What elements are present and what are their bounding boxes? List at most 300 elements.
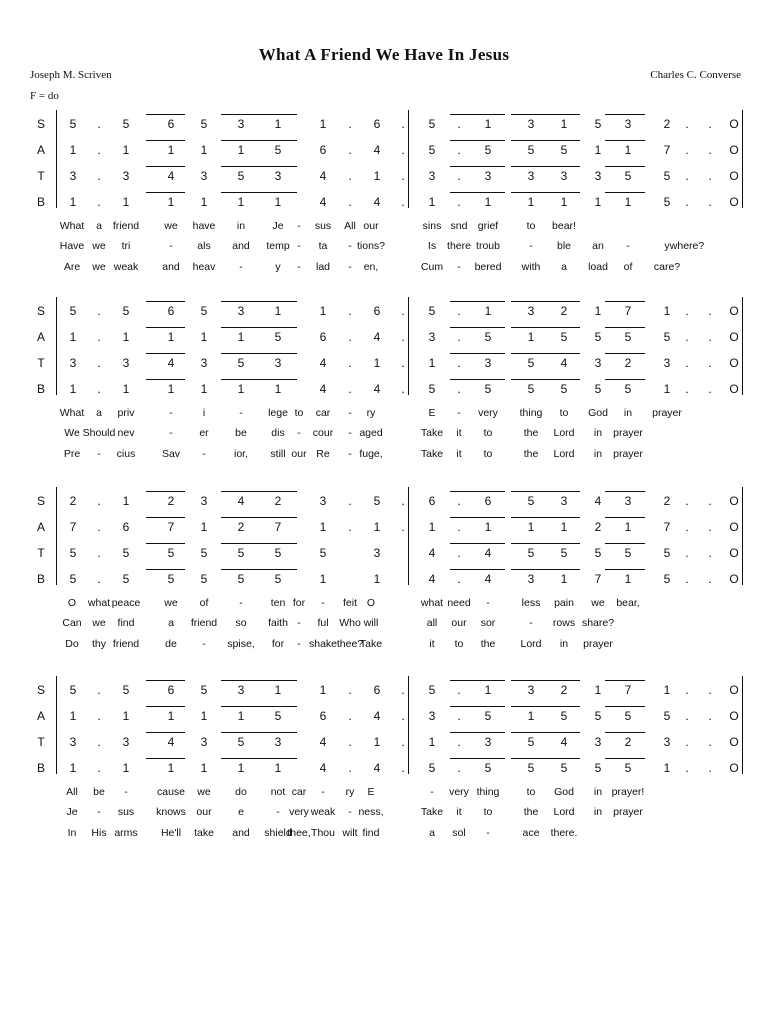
beam-line [221, 166, 297, 167]
note-cell: . [457, 330, 461, 344]
note-cell: O [729, 709, 739, 723]
voice-label: B [36, 761, 45, 775]
staff-start-line [56, 110, 57, 208]
note-cell: 1 [319, 304, 327, 318]
note-cell: . [348, 709, 352, 723]
note-cell: 5 [663, 330, 671, 344]
note-cell: 1 [69, 709, 77, 723]
note-cell: 7 [69, 520, 77, 534]
lyric-syllable: lad [315, 261, 330, 273]
lyric-syllable: - [297, 220, 301, 232]
note-cell: . [685, 304, 689, 318]
note-cell: 1 [274, 304, 282, 318]
beam-line [450, 491, 505, 492]
note-cell: . [457, 683, 461, 697]
lyric-syllable: aged [359, 427, 383, 439]
note-cell: 4 [319, 356, 327, 370]
beam-line [511, 114, 580, 115]
beam-line [450, 569, 505, 570]
lyric-syllable: it [456, 448, 462, 460]
lyric-syllable: Je [66, 806, 78, 818]
note-cell: 3 [319, 494, 327, 508]
lyric-syllable: our [363, 220, 379, 232]
note-cell: . [401, 117, 405, 131]
lyric-syllable: to [559, 407, 569, 419]
note-cell: . [457, 520, 461, 534]
note-cell: . [401, 195, 405, 209]
note-cell: 4 [237, 494, 245, 508]
lyric-syllable: er [199, 427, 209, 439]
note-cell: 5 [624, 709, 632, 723]
voice-label: B [36, 572, 45, 586]
note-cell: . [401, 330, 405, 344]
note-cell: 3 [122, 356, 130, 370]
note-cell: 5 [484, 382, 492, 396]
lyric-syllable: find [362, 827, 380, 839]
beam-line [511, 301, 580, 302]
lyric-syllable: prayer [613, 427, 643, 439]
lyric-syllable: not [270, 786, 286, 798]
beam-line [221, 732, 297, 733]
note-cell: 1 [69, 143, 77, 157]
note-cell: 2 [167, 494, 175, 508]
lyric-syllable: in [593, 427, 603, 439]
note-cell: O [729, 304, 739, 318]
page-title: What A Friend We Have In Jesus [258, 45, 510, 64]
note-cell: 1 [274, 382, 282, 396]
note-cell: . [401, 761, 405, 775]
lyric-syllable: still [270, 448, 286, 460]
note-cell: 6 [167, 117, 175, 131]
note-cell: 1 [69, 195, 77, 209]
lyric-syllable: and [162, 261, 180, 273]
note-cell: 5 [319, 546, 327, 560]
note-cell: 5 [373, 494, 381, 508]
lyric-syllable: to [483, 806, 493, 818]
lyric-syllable: O [67, 597, 77, 609]
lyric-syllable: In [67, 827, 77, 839]
beam-line [605, 166, 645, 167]
lyric-syllable: the [523, 427, 539, 439]
note-cell: 5 [560, 546, 568, 560]
note-cell: 3 [200, 169, 208, 183]
beam-line [221, 327, 297, 328]
note-cell: 1 [560, 520, 568, 534]
note-cell: . [348, 169, 352, 183]
note-cell: 1 [200, 761, 208, 775]
note-cell: 3 [560, 169, 568, 183]
note-cell: 1 [200, 143, 208, 157]
key-signature: F = do [30, 90, 59, 102]
note-cell: . [97, 330, 101, 344]
note-cell: . [708, 683, 712, 697]
note-cell: 1 [122, 195, 130, 209]
lyric-syllable: sus [314, 220, 332, 232]
lyric-syllable: thing [519, 407, 543, 419]
beam-line [605, 192, 645, 193]
lyric-syllable: ry [345, 786, 355, 798]
note-cell: . [401, 709, 405, 723]
lyric-syllable: our [291, 448, 307, 460]
lyric-syllable: ble [556, 240, 571, 252]
beam-line [450, 114, 505, 115]
note-cell: . [97, 572, 101, 586]
note-cell: 6 [319, 330, 327, 344]
beam-line [450, 327, 505, 328]
lyric-syllable: our [196, 806, 212, 818]
lyric-syllable: ful [317, 617, 329, 629]
note-cell: 4 [594, 494, 602, 508]
lyric-syllable: in [593, 786, 603, 798]
lyric-syllable: lege [268, 407, 288, 419]
lyric-syllable: we [591, 597, 605, 609]
lyric-syllable: to [526, 220, 536, 232]
note-cell: 5 [560, 143, 568, 157]
note-cell: . [457, 735, 461, 749]
note-cell: 4 [428, 546, 436, 560]
note-cell: 5 [122, 117, 130, 131]
beam-line [605, 491, 645, 492]
note-cell: 1 [167, 195, 175, 209]
lyric-syllable: load [588, 261, 608, 273]
lyric-syllable: de [165, 638, 177, 650]
lyric-syllable: less [521, 597, 541, 609]
beam-line [221, 140, 297, 141]
note-cell: . [97, 356, 101, 370]
lyric-syllable: to [294, 407, 304, 419]
note-cell: . [685, 683, 689, 697]
note-cell: . [457, 382, 461, 396]
note-cell: 1 [373, 520, 381, 534]
note-cell: . [348, 304, 352, 318]
note-cell: 5 [428, 683, 436, 697]
note-cell: 3 [560, 494, 568, 508]
note-cell: 4 [319, 195, 327, 209]
note-cell: . [685, 709, 689, 723]
lyric-syllable: share? [581, 617, 615, 629]
lyric-syllable: cour [312, 427, 334, 439]
beam-line [221, 706, 297, 707]
note-cell: . [401, 683, 405, 697]
note-cell: 4 [167, 735, 175, 749]
lyric-syllable: pain [554, 597, 574, 609]
note-cell: 1 [663, 304, 671, 318]
note-cell: 1 [560, 195, 568, 209]
note-cell: 1 [274, 683, 282, 697]
note-cell: 7 [624, 683, 632, 697]
lyric-syllable: it [456, 427, 462, 439]
note-cell: . [685, 169, 689, 183]
beam-line [605, 327, 645, 328]
beam-line [511, 140, 580, 141]
note-cell: 5 [663, 169, 671, 183]
beam-line [605, 517, 645, 518]
note-cell: 1 [122, 494, 130, 508]
note-cell: 6 [373, 683, 381, 697]
note-cell: . [708, 143, 712, 157]
note-cell: 5 [122, 304, 130, 318]
note-cell: 1 [237, 195, 245, 209]
note-cell: 5 [200, 546, 208, 560]
note-cell: 5 [527, 494, 535, 508]
note-cell: 5 [167, 572, 175, 586]
note-cell: 1 [484, 304, 492, 318]
note-cell: . [708, 356, 712, 370]
note-cell: 3 [122, 735, 130, 749]
lyric-syllable: very [289, 806, 309, 818]
voice-label: A [36, 330, 45, 344]
note-cell: . [708, 117, 712, 131]
beam-line [511, 569, 580, 570]
note-cell: 7 [663, 520, 671, 534]
note-cell: . [401, 356, 405, 370]
note-cell: 1 [373, 572, 381, 586]
note-cell: 5 [527, 356, 535, 370]
note-cell: . [401, 382, 405, 396]
note-cell: 4 [560, 735, 568, 749]
note-cell: . [708, 520, 712, 534]
note-cell: 1 [624, 195, 632, 209]
lyric-syllable: will [363, 617, 379, 629]
lyric-syllable: sins [422, 220, 442, 232]
beam-line [605, 353, 645, 354]
beam-line [450, 166, 505, 167]
lyric-syllable: a [168, 617, 174, 629]
beam-line [511, 491, 580, 492]
lyric-syllable: e [238, 806, 244, 818]
lyric-syllable: - [169, 427, 173, 439]
lyric-syllable: What [59, 407, 85, 419]
lyric-syllable: for [292, 597, 306, 609]
lyric-syllable: E [428, 407, 436, 419]
lyric-syllable: ry [366, 407, 376, 419]
note-cell: 1 [319, 572, 327, 586]
note-cell: 1 [428, 735, 436, 749]
note-cell: 5 [69, 546, 77, 560]
voice-label: T [37, 546, 45, 560]
lyric-syllable: - [486, 827, 490, 839]
lyric-syllable: find [117, 617, 135, 629]
beam-line [605, 379, 645, 380]
lyric-syllable: Take [420, 448, 444, 460]
note-cell: . [685, 117, 689, 131]
note-cell: 3 [274, 169, 282, 183]
lyric-syllable: ace [522, 827, 540, 839]
note-cell: . [457, 304, 461, 318]
lyric-syllable: - [457, 407, 461, 419]
note-cell: 5 [237, 572, 245, 586]
lyric-syllable: sus [117, 806, 135, 818]
note-cell: 1 [237, 330, 245, 344]
beam-line [146, 732, 185, 733]
note-cell: O [729, 761, 739, 775]
beam-line [221, 192, 297, 193]
note-cell: 1 [373, 169, 381, 183]
note-cell: 5 [527, 546, 535, 560]
note-cell: 5 [167, 546, 175, 560]
lyric-syllable: friend [112, 220, 140, 232]
note-cell: 4 [319, 761, 327, 775]
beam-line [221, 758, 297, 759]
beam-line [221, 353, 297, 354]
note-cell: 3 [484, 735, 492, 749]
lyric-syllable: ness, [358, 806, 384, 818]
note-cell: 5 [484, 330, 492, 344]
note-cell: . [685, 761, 689, 775]
note-cell: 5 [69, 572, 77, 586]
voice-label: S [36, 683, 45, 697]
note-cell: 1 [373, 735, 381, 749]
note-cell: . [457, 761, 461, 775]
note-cell: 1 [69, 761, 77, 775]
beam-line [605, 706, 645, 707]
voice-label: B [36, 382, 45, 396]
lyric-syllable: feit [342, 597, 357, 609]
note-cell: 1 [167, 330, 175, 344]
lyric-syllable: Sav [161, 448, 181, 460]
note-cell: 5 [594, 709, 602, 723]
note-cell: 4 [167, 356, 175, 370]
lyric-syllable: - [348, 427, 352, 439]
beam-line [450, 732, 505, 733]
lyric-syllable: Have [59, 240, 85, 252]
note-cell: 5 [69, 683, 77, 697]
note-cell: 3 [624, 494, 632, 508]
note-cell: 5 [274, 143, 282, 157]
lyric-syllable: - [169, 240, 173, 252]
beam-line [450, 680, 505, 681]
note-cell: 1 [663, 761, 671, 775]
note-cell: 5 [560, 761, 568, 775]
lyric-syllable: be [235, 427, 247, 439]
note-cell: 7 [624, 304, 632, 318]
beam-line [511, 680, 580, 681]
lyric-syllable: and [232, 827, 250, 839]
lyric-syllable: - [430, 786, 434, 798]
lyricist-credit: Joseph M. Scriven [30, 69, 112, 81]
lyric-syllable: y [275, 261, 281, 273]
note-cell: . [708, 494, 712, 508]
lyric-syllable: sor [480, 617, 496, 629]
lyric-syllable: - [626, 240, 630, 252]
note-cell: . [708, 330, 712, 344]
note-cell: 3 [122, 169, 130, 183]
lyric-syllable: in [623, 407, 633, 419]
beam-line [605, 758, 645, 759]
lyric-syllable: i [202, 407, 206, 419]
note-cell: 1 [122, 143, 130, 157]
note-cell: . [457, 494, 461, 508]
beam-line [605, 114, 645, 115]
note-cell: 5 [624, 546, 632, 560]
note-cell: . [97, 494, 101, 508]
note-cell: O [729, 356, 739, 370]
beam-line [605, 569, 645, 570]
lyric-syllable: - [348, 407, 352, 419]
note-cell: 5 [594, 117, 602, 131]
note-cell: 5 [624, 169, 632, 183]
note-cell: 1 [594, 683, 602, 697]
lyric-syllable: - [239, 261, 243, 273]
lyric-syllable: grief [477, 220, 499, 232]
note-cell: 1 [624, 520, 632, 534]
note-cell: 3 [274, 356, 282, 370]
lyric-syllable: so [235, 617, 247, 629]
note-cell: 1 [122, 709, 130, 723]
note-cell: 1 [69, 382, 77, 396]
beam-line [450, 301, 505, 302]
note-cell: 2 [69, 494, 77, 508]
music-system [0, 297, 768, 477]
note-cell: 5 [237, 546, 245, 560]
beam-line [146, 301, 185, 302]
note-cell: 5 [428, 382, 436, 396]
note-cell: 5 [274, 709, 282, 723]
voice-label: S [36, 304, 45, 318]
note-cell: 4 [484, 546, 492, 560]
lyric-syllable: all [426, 617, 438, 629]
note-cell: 1 [527, 709, 535, 723]
lyric-syllable: troub [476, 240, 500, 252]
note-cell: 1 [167, 709, 175, 723]
beam-line [221, 543, 297, 544]
lyric-syllable: what [420, 597, 444, 609]
note-cell: 5 [624, 761, 632, 775]
voice-label: T [37, 169, 45, 183]
beam-line [146, 192, 185, 193]
lyric-syllable: Should [82, 427, 116, 439]
note-cell: 3 [527, 169, 535, 183]
note-cell: 4 [428, 572, 436, 586]
note-cell: 5 [527, 143, 535, 157]
lyric-syllable: - [124, 786, 128, 798]
lyric-syllable: shield [264, 827, 292, 839]
lyric-syllable: prayer! [611, 786, 645, 798]
beam-line [146, 543, 185, 544]
note-cell: 1 [663, 382, 671, 396]
note-cell: 4 [560, 356, 568, 370]
note-cell: 5 [122, 572, 130, 586]
lyric-syllable: Re [316, 448, 330, 460]
note-cell: 1 [484, 520, 492, 534]
lyric-syllable: - [529, 617, 533, 629]
beam-line [605, 301, 645, 302]
note-cell: 4 [373, 761, 381, 775]
note-cell: . [708, 382, 712, 396]
beam-line [511, 353, 580, 354]
lyric-syllable: arms [114, 827, 138, 839]
note-cell: 3 [594, 356, 602, 370]
lyric-syllable: - [529, 240, 533, 252]
note-cell: 5 [200, 304, 208, 318]
lyric-syllable: His [91, 827, 107, 839]
lyric-syllable: All [66, 786, 78, 798]
lyric-syllable: in [559, 638, 569, 650]
beam-line [146, 166, 185, 167]
beam-line [146, 680, 185, 681]
beam-line [146, 758, 185, 759]
note-cell: . [348, 195, 352, 209]
note-cell: 6 [484, 494, 492, 508]
voice-label: S [36, 494, 45, 508]
note-cell: 2 [274, 494, 282, 508]
note-cell: 5 [200, 683, 208, 697]
note-cell: 1 [560, 572, 568, 586]
note-cell: 1 [594, 195, 602, 209]
lyric-syllable: prayer [613, 448, 643, 460]
note-cell: . [685, 546, 689, 560]
lyric-syllable: bear, [616, 597, 640, 609]
